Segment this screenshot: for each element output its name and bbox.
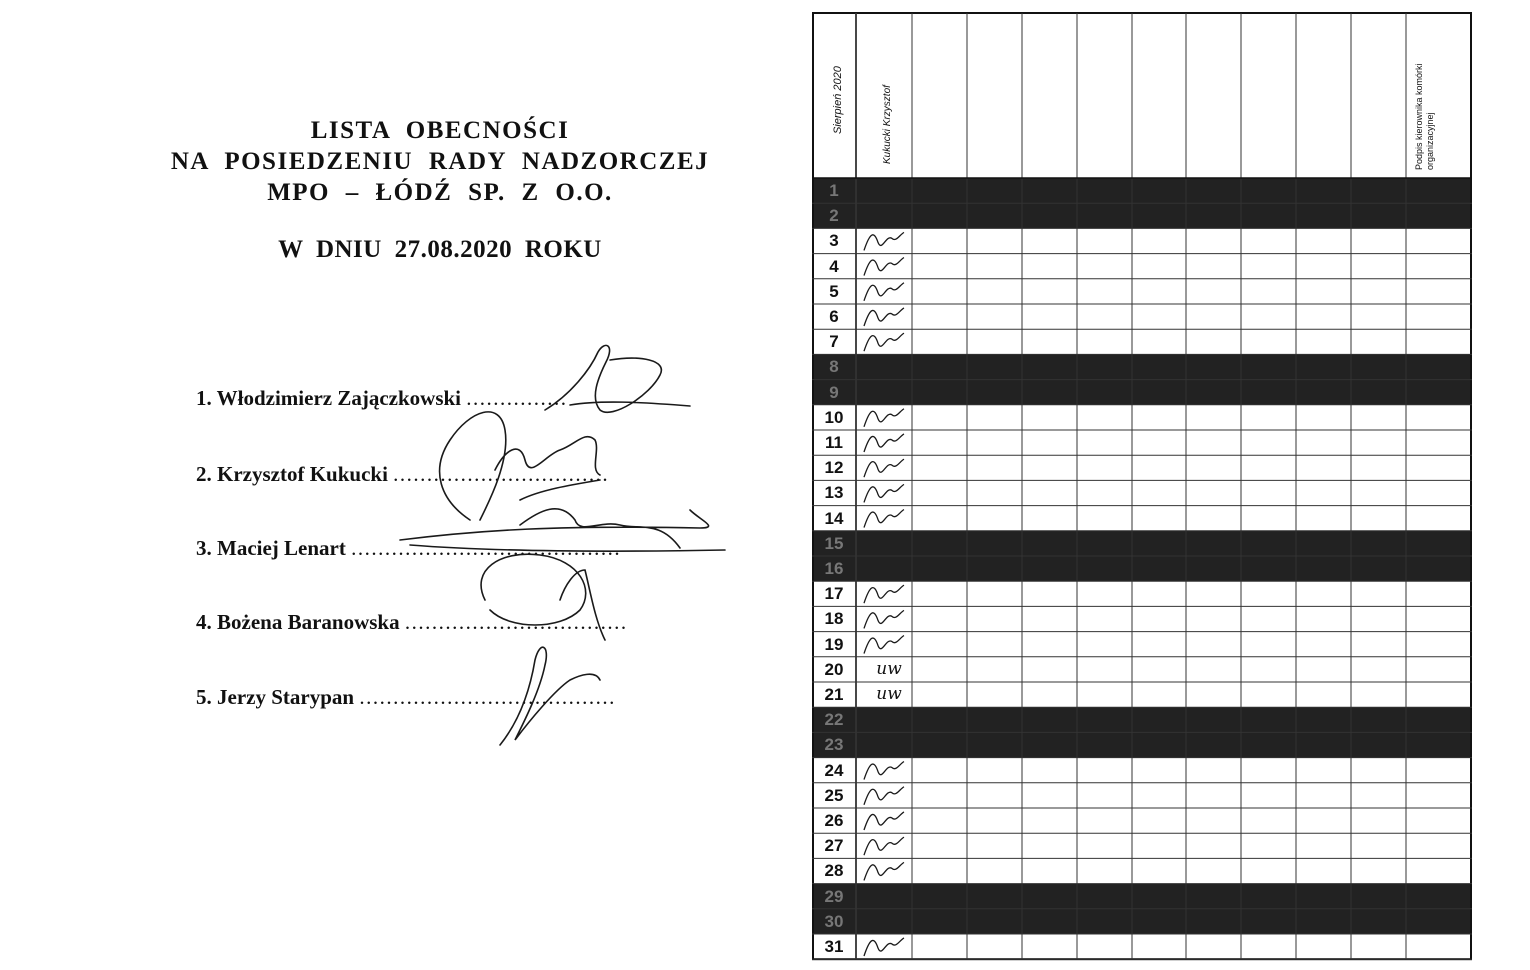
daily-signature bbox=[864, 837, 904, 855]
daily-signature bbox=[864, 308, 904, 326]
day-number: 22 bbox=[824, 710, 844, 730]
daily-signature bbox=[864, 484, 904, 502]
daily-signature bbox=[864, 434, 904, 452]
day-number: 13 bbox=[824, 483, 844, 503]
signature-line: ................................. bbox=[404, 610, 628, 634]
day-number: 5 bbox=[829, 281, 839, 301]
day-number: 14 bbox=[824, 508, 844, 528]
attendee-name: 1. Włodzimierz Zajączkowski bbox=[196, 386, 462, 410]
day-number: 30 bbox=[824, 911, 844, 931]
day-number: 9 bbox=[829, 382, 839, 402]
weekend-band bbox=[812, 178, 1472, 203]
manager-signature-label: Podpis kierownika komórki organizacyjnej bbox=[1414, 63, 1435, 170]
day-number: 23 bbox=[824, 735, 844, 755]
day-number: 1 bbox=[829, 181, 839, 200]
day-number: 7 bbox=[829, 332, 839, 352]
heading-line-2: NA POSIEDZENIU RADY NADZORCZEJ bbox=[170, 148, 710, 175]
heading-line-3: MPO – ŁÓDŹ SP. Z O.O. bbox=[267, 179, 613, 206]
daily-signature bbox=[864, 610, 904, 628]
daily-signature bbox=[864, 938, 904, 956]
leave-mark: uw bbox=[876, 684, 902, 704]
day-number: 8 bbox=[829, 357, 839, 377]
day-number: 20 bbox=[824, 659, 844, 679]
weekend-band bbox=[812, 556, 1472, 581]
weekend-band bbox=[812, 354, 1472, 379]
signature-kukucki bbox=[440, 412, 600, 520]
day-number: 25 bbox=[824, 785, 844, 805]
leave-mark: uw bbox=[876, 658, 902, 679]
attendee-name: 3. Maciej Lenart bbox=[196, 536, 346, 560]
timesheet-grid bbox=[812, 12, 1472, 962]
signature-line: ............... bbox=[466, 386, 568, 410]
daily-signature bbox=[864, 510, 904, 528]
day-number: 15 bbox=[824, 533, 844, 553]
meeting-date: W DNIU 27.08.2020 ROKU bbox=[278, 236, 602, 263]
daily-signature bbox=[864, 787, 904, 805]
attendee-name: 5. Jerzy Starypan bbox=[196, 685, 355, 709]
daily-signature bbox=[864, 258, 904, 276]
signature-lenart bbox=[400, 509, 725, 551]
daily-signature bbox=[864, 636, 904, 654]
day-number: 24 bbox=[824, 760, 844, 780]
weekend-band bbox=[812, 884, 1472, 909]
weekend-band bbox=[812, 909, 1472, 934]
day-number: 17 bbox=[824, 584, 844, 604]
attendee-name: 2. Krzysztof Kukucki bbox=[196, 462, 388, 486]
day-number: 6 bbox=[829, 307, 839, 326]
signature-line: ................................ bbox=[393, 462, 610, 486]
daily-signature bbox=[864, 762, 904, 780]
day-number: 19 bbox=[824, 634, 844, 654]
day-number: 27 bbox=[824, 836, 844, 856]
daily-signature bbox=[864, 333, 904, 351]
day-number: 4 bbox=[829, 256, 839, 276]
weekend-band bbox=[812, 707, 1472, 732]
day-number: 2 bbox=[829, 206, 839, 226]
day-number: 26 bbox=[824, 811, 844, 830]
day-number: 12 bbox=[824, 458, 844, 478]
daily-signature bbox=[864, 812, 904, 830]
daily-signature bbox=[864, 232, 904, 250]
day-number: 16 bbox=[824, 559, 844, 578]
day-number: 31 bbox=[824, 937, 844, 956]
day-number: 21 bbox=[824, 685, 844, 704]
daily-signature bbox=[864, 862, 904, 880]
signature-line: ...................................... bbox=[359, 685, 616, 709]
day-number: 18 bbox=[824, 609, 844, 629]
weekend-band bbox=[812, 203, 1472, 228]
day-number: 11 bbox=[825, 433, 843, 452]
signature-baranowska bbox=[481, 554, 605, 640]
daily-signature bbox=[864, 409, 904, 427]
weekend-band bbox=[812, 531, 1472, 556]
daily-signature bbox=[864, 283, 904, 301]
month-label: Sierpień 2020 bbox=[832, 66, 844, 134]
weekend-band bbox=[812, 732, 1472, 757]
day-number: 29 bbox=[824, 886, 844, 906]
daily-signature bbox=[864, 459, 904, 477]
day-number: 28 bbox=[824, 861, 844, 881]
day-number: 3 bbox=[829, 231, 839, 251]
heading-line-1: LISTA OBECNOŚCI bbox=[310, 117, 570, 144]
attendee-name: 4. Bożena Baranowska bbox=[196, 610, 400, 634]
signature-starypan bbox=[500, 647, 600, 745]
employee-label: Kukucki Krzysztof bbox=[882, 85, 893, 164]
signature-line: ........................................ bbox=[351, 536, 622, 560]
daily-signature bbox=[864, 585, 904, 603]
signature-zajaczkowski bbox=[545, 345, 690, 412]
timesheet bbox=[812, 12, 1472, 962]
weekend-band bbox=[812, 380, 1472, 405]
day-number: 10 bbox=[824, 407, 844, 427]
